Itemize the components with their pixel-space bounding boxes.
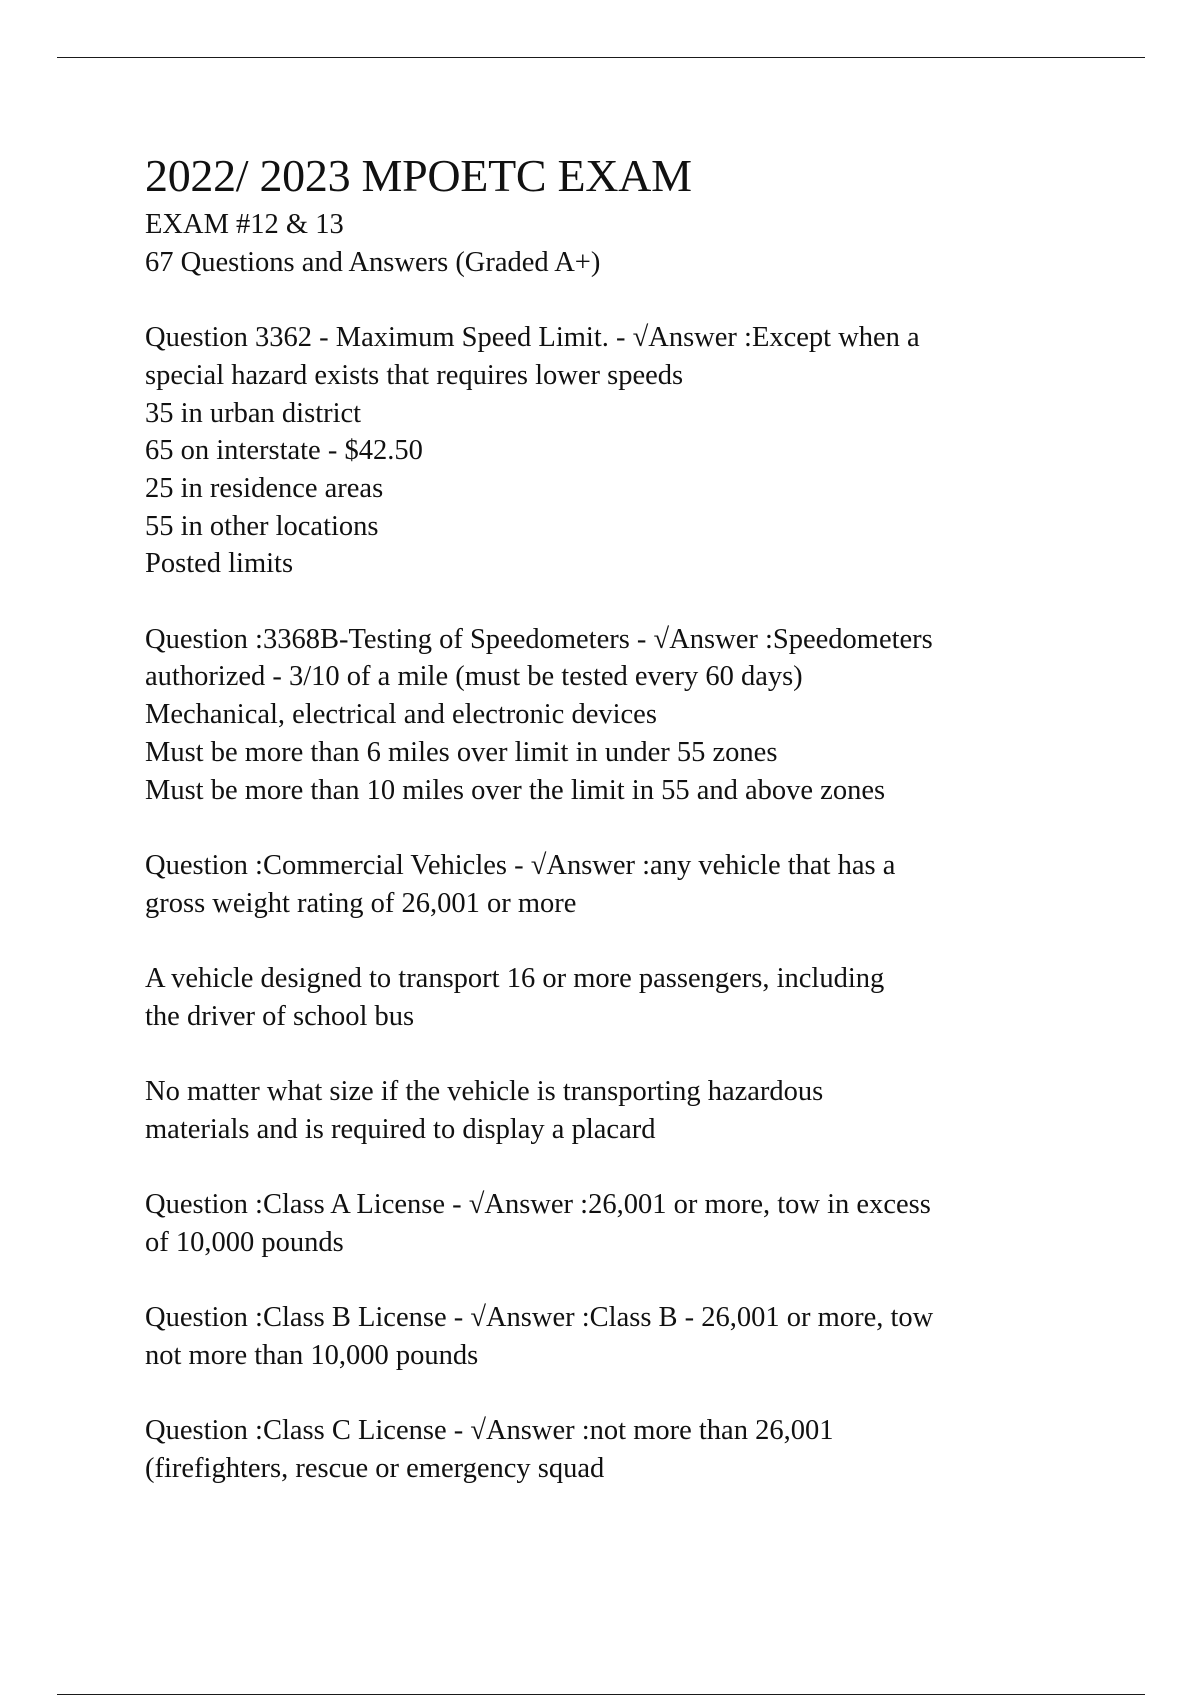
answer-line: Must be more than 6 miles over limit in under 55 zones — [145, 736, 778, 768]
answer-line: authorized - 3/10 of a mile (must be tested every 60 days) — [145, 661, 803, 693]
answer-line: special hazard exists that requires lower speeds — [145, 359, 684, 391]
question-block-speed-limit — [145, 319, 1075, 583]
document-body — [145, 146, 1075, 1488]
answer-line: Mechanical, electrical and electronic devices — [145, 699, 657, 731]
spacer — [145, 922, 1075, 960]
question-block-class-b — [145, 1299, 1075, 1374]
spacer — [145, 1375, 1075, 1413]
answer-line: of 10,000 pounds — [145, 1226, 344, 1258]
spacer — [145, 281, 1075, 319]
answer-line: 35 in urban district — [145, 397, 362, 429]
answer-line: A vehicle designed to transport 16 or more passengers, including — [145, 963, 885, 994]
spacer — [145, 1262, 1075, 1300]
answer-line: (firefighters, rescue or emergency squad — [145, 1453, 605, 1485]
answer-line: No matter what size if the vehicle is transporting hazardous — [145, 1076, 824, 1108]
answer-line: materials and is required to display a placard — [145, 1113, 656, 1145]
question-line: Question :Class B License - √Answer :Class B - 26,001 or more, tow — [145, 1302, 934, 1334]
document-title: 2022/ 2023 MPOETC EXAM — [145, 150, 692, 201]
spacer — [145, 1149, 1075, 1187]
document-subtitle-count: 67 Questions and Answers (Graded A+) — [145, 246, 601, 278]
question-block-class-c — [145, 1412, 1075, 1487]
answer-line: not more than 10,000 pounds — [145, 1339, 479, 1371]
question-block-class-a — [145, 1186, 1075, 1261]
spacer — [145, 1035, 1075, 1073]
answer-line: Posted limits — [145, 548, 294, 580]
spacer — [145, 809, 1075, 847]
question-block-commercial-vehicles — [145, 847, 1075, 1149]
answer-line: 55 in other locations — [145, 510, 379, 542]
question-line: Question :Class A License - √Answer :26,001 or more, tow in excess — [145, 1189, 931, 1221]
question-line: Question :Commercial Vehicles - √Answer :any vehicle that has a — [145, 849, 896, 881]
answer-line: gross weight rating of 26,001 or more — [145, 887, 577, 919]
question-line: Question :3368B-Testing of Speedometers - √Answer :Speedometers — [145, 623, 933, 655]
spacer — [145, 583, 1075, 621]
answer-line: 25 in residence areas — [145, 472, 384, 504]
question-block-speedometers — [145, 621, 1075, 810]
answer-line: Must be more than 10 miles over the limit in 55 and above zones — [145, 774, 886, 806]
bottom-rule — [57, 1694, 1145, 1695]
top-rule — [57, 57, 1145, 58]
document-subtitle-exam: EXAM #12 & 13 — [145, 209, 344, 240]
answer-line: 65 on interstate - $42.50 — [145, 435, 423, 467]
answer-line: the driver of school bus — [145, 1000, 415, 1032]
question-line: Question 3362 - Maximum Speed Limit. - √Answer :Except when a — [145, 322, 920, 354]
question-line: Question :Class C License - √Answer :not more than 26,001 — [145, 1415, 834, 1447]
